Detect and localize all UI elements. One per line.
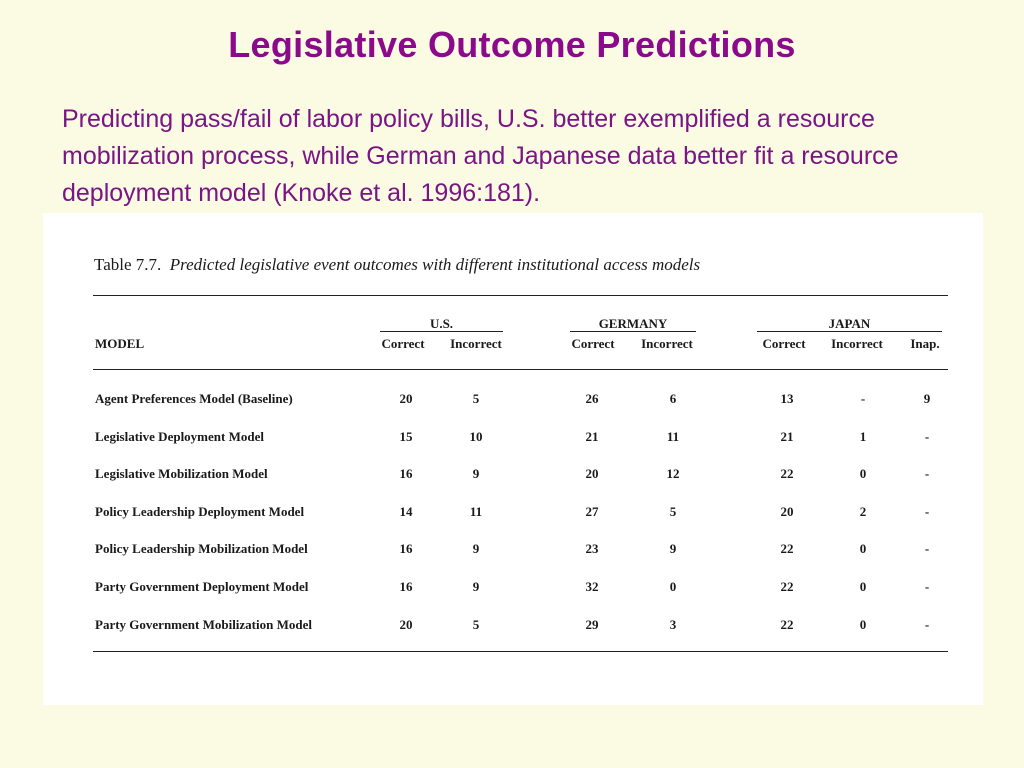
cell-us-incorrect: 9: [472, 579, 480, 594]
cell-us-correct: 15: [399, 429, 413, 444]
cell-us-incorrect: 9: [472, 466, 480, 481]
cell-jp-inap: -: [924, 504, 930, 519]
cell-de-correct: 32: [585, 579, 599, 594]
cell-us-incorrect: 11: [469, 504, 483, 519]
cell-jp-incorrect: 2: [859, 504, 867, 519]
cell-us-correct: 14: [399, 504, 413, 519]
cell-de-incorrect: 12: [666, 466, 680, 481]
cell-jp-inap: 9: [923, 391, 931, 406]
column-header-germany-correct: Correct: [571, 336, 615, 351]
cell-us-correct: 16: [399, 466, 413, 481]
table-row: [0, 466, 1024, 486]
cell-jp-inap: -: [924, 429, 930, 444]
slide-title: Legislative Outcome Predictions: [228, 24, 796, 65]
cell-jp-inap: -: [924, 579, 930, 594]
table-bottom-rule: [93, 651, 948, 652]
cell-jp-correct: 20: [780, 504, 794, 519]
table-row: [0, 504, 1024, 524]
cell-de-correct: 21: [585, 429, 599, 444]
cell-de-correct: 23: [585, 541, 599, 556]
table-row: [0, 617, 1024, 637]
group-header-germany: GERMANY: [570, 316, 696, 332]
cell-jp-incorrect: 0: [859, 617, 867, 632]
cell-jp-incorrect: 0: [859, 579, 867, 594]
row-model-name: Policy Leadership Mobilization Model: [95, 541, 308, 556]
row-model-name: Party Government Deployment Model: [95, 579, 309, 594]
column-header-japan-inap: Inap.: [910, 336, 940, 351]
cell-us-correct: 16: [399, 541, 413, 556]
cell-jp-correct: 22: [780, 579, 794, 594]
cell-jp-inap: -: [924, 541, 930, 556]
cell-us-correct: 16: [399, 579, 413, 594]
column-header-germany-incorrect: Incorrect: [641, 336, 693, 351]
table-row: [0, 541, 1024, 561]
cell-us-incorrect: 5: [472, 617, 480, 632]
cell-jp-incorrect: 0: [859, 466, 867, 481]
column-header-us-correct: Correct: [381, 336, 425, 351]
cell-jp-inap: -: [924, 617, 930, 632]
table-row: [0, 579, 1024, 599]
table-row: [0, 391, 1024, 411]
cell-de-incorrect: 0: [669, 579, 677, 594]
cell-jp-correct: 13: [780, 391, 794, 406]
cell-jp-correct: 21: [780, 429, 794, 444]
table-caption: [94, 255, 700, 275]
row-model-name: Agent Preferences Model (Baseline): [95, 391, 293, 406]
table-caption-number: Table 7.7.: [94, 255, 162, 274]
cell-us-incorrect: 9: [472, 541, 480, 556]
cell-us-incorrect: 5: [472, 391, 480, 406]
table-caption-title: Predicted legislative event outcomes with different institutional access models: [169, 255, 701, 274]
table-top-rule: [93, 295, 948, 296]
cell-jp-correct: 22: [780, 617, 794, 632]
cell-de-incorrect: 11: [666, 429, 680, 444]
column-header-japan-incorrect: Incorrect: [831, 336, 883, 351]
row-model-name: Policy Leadership Deployment Model: [95, 504, 305, 519]
cell-de-incorrect: 5: [669, 504, 677, 519]
cell-de-incorrect: 3: [669, 617, 677, 632]
column-header-us-incorrect: Incorrect: [450, 336, 502, 351]
cell-de-incorrect: 6: [669, 391, 677, 406]
cell-us-correct: 20: [399, 617, 413, 632]
cell-de-incorrect: 9: [669, 541, 677, 556]
cell-de-correct: 29: [585, 617, 599, 632]
slide-body-text: Predicting pass/fail of labor policy bills, U.S. better exemplified a resource mobilization process, while German and Japanese data better fit a resource deployment model (Knoke et al. 1996:181).: [62, 105, 899, 207]
group-header-us: U.S.: [380, 316, 503, 332]
cell-jp-correct: 22: [780, 466, 794, 481]
column-header-model: MODEL: [95, 336, 145, 351]
table-header-rule: [93, 369, 948, 370]
cell-jp-correct: 22: [780, 541, 794, 556]
row-model-name: Legislative Mobilization Model: [95, 466, 268, 481]
cell-jp-incorrect: -: [860, 391, 866, 406]
cell-de-correct: 27: [585, 504, 599, 519]
cell-de-correct: 20: [585, 466, 599, 481]
cell-us-incorrect: 10: [469, 429, 483, 444]
group-header-japan: JAPAN: [757, 316, 942, 332]
row-model-name: Legislative Deployment Model: [95, 429, 264, 444]
cell-jp-incorrect: 1: [859, 429, 867, 444]
cell-jp-inap: -: [924, 466, 930, 481]
column-header-japan-correct: Correct: [762, 336, 806, 351]
table-row: [0, 429, 1024, 449]
row-model-name: Party Government Mobilization Model: [95, 617, 312, 632]
cell-de-correct: 26: [585, 391, 599, 406]
cell-us-correct: 20: [399, 391, 413, 406]
cell-jp-incorrect: 0: [859, 541, 867, 556]
